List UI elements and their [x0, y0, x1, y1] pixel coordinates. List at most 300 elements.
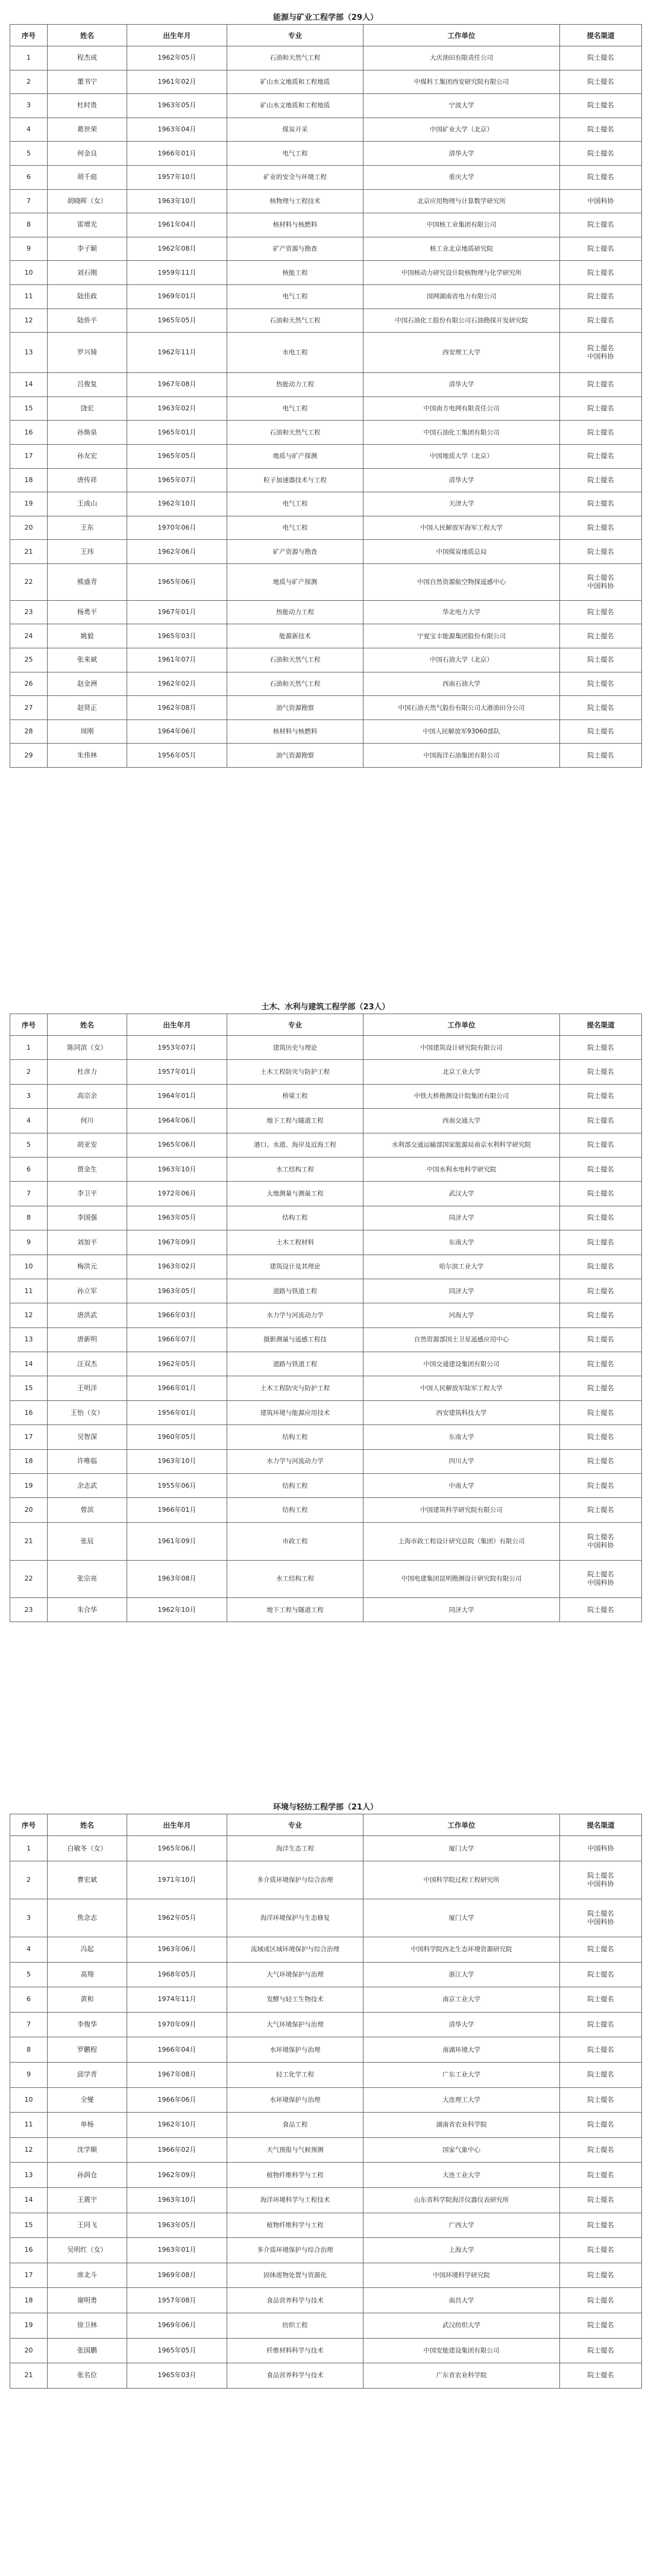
cell-name: 黄和 — [48, 1987, 127, 2013]
cell-major: 海洋环境科学与工程技术 — [227, 2187, 363, 2213]
table-row — [10, 2363, 642, 2389]
cell-no: 19 — [10, 2313, 48, 2338]
cell-name: 焦念志 — [48, 1899, 127, 1937]
nomination-channel: 院士提名 — [587, 2321, 614, 2330]
nomination-channel: 院士提名 — [587, 1359, 614, 1368]
cell-work: 宁波大学 — [363, 94, 560, 118]
nomination-channel: 中国科协 — [587, 1918, 614, 1926]
cell-no: 2 — [10, 70, 48, 94]
nomination-channel: 院士提名 — [587, 2346, 614, 2354]
cell-channel — [560, 648, 642, 672]
cell-major: 流域或区域环境保护与综合治理 — [227, 1937, 363, 1963]
cell-major: 地质与矿产探测 — [227, 563, 363, 600]
cell-name: 孙焕泉 — [48, 421, 127, 445]
cell-work: 中国核动力研究设计院核物理与化学研究所 — [363, 261, 560, 285]
cell-work: 中国自然资源航空物探遥感中心 — [363, 563, 560, 600]
cell-name: 王成山 — [48, 492, 127, 516]
cell-birth: 1965年05月 — [127, 2338, 227, 2363]
cell-work: 清华大学 — [363, 468, 560, 492]
cell-channel — [560, 696, 642, 720]
cell-name: 曹宏斌 — [48, 1861, 127, 1899]
table-row — [10, 2037, 642, 2063]
cell-no: 12 — [10, 2137, 48, 2163]
table-row — [10, 1522, 642, 1560]
cell-major: 建筑环境与能源应用技术 — [227, 1400, 363, 1424]
column-header: 提名渠道 — [560, 25, 642, 46]
table-header-row — [10, 25, 642, 46]
cell-major: 矿产资源与勘查 — [227, 237, 363, 261]
cell-channel — [560, 118, 642, 142]
cell-major: 核材料与核燃料 — [227, 719, 363, 744]
cell-major: 大气环境保护与治理 — [227, 1962, 363, 1987]
cell-name: 高宗余 — [48, 1084, 127, 1108]
cell-major: 核材料与核燃料 — [227, 213, 363, 237]
cell-channel — [560, 624, 642, 648]
cell-channel — [560, 444, 642, 468]
cell-major: 植物纤维科学与工程 — [227, 2163, 363, 2188]
cell-name: 谢明勇 — [48, 2288, 127, 2313]
nomination-channel: 中国科协 — [587, 1844, 614, 1852]
cell-channel — [560, 165, 642, 189]
cell-work: 中国水利水电科学研究院 — [363, 1157, 560, 1181]
cell-birth: 1962年09月 — [127, 2163, 227, 2188]
cell-channel — [560, 1230, 642, 1255]
cell-birth: 1974年11月 — [127, 1987, 227, 2013]
cell-birth: 1962年06月 — [127, 540, 227, 564]
nomination-channel: 院士提名 — [587, 751, 614, 759]
table-row — [10, 1861, 642, 1899]
cell-name: 梅洪元 — [48, 1255, 127, 1279]
roster-table — [10, 1814, 642, 2389]
cell-major: 土木工程材料 — [227, 1230, 363, 1255]
nomination-channel: 院士提名 — [587, 1605, 614, 1614]
cell-birth: 1953年07月 — [127, 1036, 227, 1060]
table-row — [10, 1352, 642, 1376]
cell-name: 胡千庭 — [48, 165, 127, 189]
cell-work: 同济大学 — [363, 1597, 560, 1622]
cell-channel — [560, 1279, 642, 1303]
cell-no: 21 — [10, 1522, 48, 1560]
cell-name: 赵贤正 — [48, 696, 127, 720]
column-header: 工作单位 — [363, 1814, 560, 1836]
cell-no: 9 — [10, 237, 48, 261]
cell-name: 徐卫林 — [48, 2313, 127, 2338]
cell-work: 北京应用物理与计算数学研究所 — [363, 189, 560, 213]
table-row — [10, 333, 642, 373]
nomination-channel: 中国科协 — [587, 353, 614, 361]
cell-no: 2 — [10, 1060, 48, 1084]
cell-major: 市政工程 — [227, 1522, 363, 1560]
cell-work: 国家气象中心 — [363, 2137, 560, 2163]
cell-work: 南湖环境大学 — [363, 2037, 560, 2063]
table-row — [10, 309, 642, 333]
section-title: 环境与轻纺工程学部（21人） — [272, 1803, 379, 1812]
cell-channel — [560, 70, 642, 94]
table-row — [10, 2313, 642, 2338]
cell-name: 李俊华 — [48, 2012, 127, 2037]
cell-no: 12 — [10, 309, 48, 333]
cell-major: 轻工化学工程 — [227, 2062, 363, 2087]
cell-name: 孙友宏 — [48, 444, 127, 468]
cell-major: 海洋生态工程 — [227, 1836, 363, 1861]
cell-no: 10 — [10, 261, 48, 285]
nomination-channel: 院士提名 — [587, 523, 614, 531]
cell-work: 同济大学 — [363, 1206, 560, 1230]
cell-channel — [560, 1303, 642, 1327]
table-row — [10, 719, 642, 744]
table-row — [10, 516, 642, 540]
cell-no: 4 — [10, 1109, 48, 1133]
cell-work: 中国石油大学（北京） — [363, 648, 560, 672]
cell-birth: 1963年06月 — [127, 1937, 227, 1963]
table-row — [10, 2163, 642, 2188]
cell-no: 21 — [10, 2363, 48, 2389]
table-row — [10, 189, 642, 213]
cell-work: 中国石油化工集团有限公司 — [363, 421, 560, 445]
cell-major: 纺织工程 — [227, 2313, 363, 2338]
cell-name: 胡晓晖（女） — [48, 189, 127, 213]
cell-work: 南昌大学 — [363, 2288, 560, 2313]
cell-channel — [560, 563, 642, 600]
cell-major: 粒子加速器技术与工程 — [227, 468, 363, 492]
cell-name: 胡亚安 — [48, 1133, 127, 1157]
table-row — [10, 2012, 642, 2037]
cell-no: 14 — [10, 373, 48, 397]
cell-channel — [560, 2037, 642, 2063]
nomination-channel: 院士提名 — [587, 1384, 614, 1393]
cell-no: 20 — [10, 2338, 48, 2363]
table-row — [10, 373, 642, 397]
nomination-channel: 院士提名 — [587, 316, 614, 324]
cell-birth: 1964年01月 — [127, 1084, 227, 1108]
cell-major: 结构工程 — [227, 1206, 363, 1230]
cell-no: 3 — [10, 1899, 48, 1937]
cell-channel — [560, 1060, 642, 1084]
nomination-channel: 院士提名 — [587, 2246, 614, 2254]
cell-channel — [560, 2163, 642, 2188]
table-row — [10, 1449, 642, 1473]
table-row — [10, 421, 642, 445]
cell-birth: 1957年01月 — [127, 1060, 227, 1084]
cell-channel — [560, 719, 642, 744]
nomination-channel: 院士提名 — [587, 1311, 614, 1319]
cell-work: 大庆油田有限责任公司 — [363, 46, 560, 71]
cell-major: 水环境保护与治理 — [227, 2087, 363, 2113]
cell-work: 中国建筑设计研究院有限公司 — [363, 1036, 560, 1060]
cell-channel — [560, 2213, 642, 2238]
nomination-channel: 院士提名 — [587, 1457, 614, 1465]
cell-channel — [560, 1425, 642, 1449]
cell-birth: 1957年08月 — [127, 2288, 227, 2313]
cell-name: 何川 — [48, 1109, 127, 1133]
nomination-channel: 院士提名 — [587, 173, 614, 181]
cell-major: 食品营养科学与技术 — [227, 2363, 363, 2389]
cell-channel — [560, 1861, 642, 1899]
cell-major: 电气工程 — [227, 516, 363, 540]
cell-work: 中国煤炭地质总局 — [363, 540, 560, 564]
table-row — [10, 2288, 642, 2313]
cell-major: 热能动力工程 — [227, 373, 363, 397]
table-row — [10, 1836, 642, 1861]
cell-birth: 1963年04月 — [127, 118, 227, 142]
cell-work: 浙江大学 — [363, 1962, 560, 1987]
nomination-channel: 院士提名 — [587, 2070, 614, 2079]
nomination-channel: 院士提名 — [587, 2045, 614, 2054]
cell-channel — [560, 373, 642, 397]
nomination-channel: 院士提名 — [587, 1910, 614, 1917]
cell-channel — [560, 2087, 642, 2113]
table-row — [10, 213, 642, 237]
table-row — [10, 94, 642, 118]
cell-major: 电气工程 — [227, 396, 363, 421]
cell-birth: 1965年07月 — [127, 468, 227, 492]
cell-name: 李国强 — [48, 1206, 127, 1230]
cell-work: 大连理工大学 — [363, 2087, 560, 2113]
cell-channel — [560, 2363, 642, 2389]
cell-no: 26 — [10, 672, 48, 696]
table-row — [10, 1182, 642, 1206]
cell-birth: 1966年01月 — [127, 142, 227, 166]
cell-work: 中国南方电网有限责任公司 — [363, 396, 560, 421]
table-row — [10, 1400, 642, 1424]
cell-birth: 1962年10月 — [127, 492, 227, 516]
nomination-channel: 院士提名 — [587, 1116, 614, 1124]
cell-channel — [560, 516, 642, 540]
cell-major: 能源新技术 — [227, 624, 363, 648]
cell-name: 王东 — [48, 516, 127, 540]
cell-name: 单杨 — [48, 2113, 127, 2138]
cell-birth: 1967年01月 — [127, 600, 227, 624]
cell-no: 13 — [10, 2163, 48, 2188]
cell-major: 水环境保护与治理 — [227, 2037, 363, 2063]
nomination-channel: 院士提名 — [587, 1043, 614, 1051]
cell-birth: 1963年01月 — [127, 2238, 227, 2263]
cell-channel — [560, 1133, 642, 1157]
cell-name: 葛世荣 — [48, 118, 127, 142]
cell-major: 纤维材料科学与技术 — [227, 2338, 363, 2363]
table-row — [10, 1133, 642, 1157]
cell-no: 27 — [10, 696, 48, 720]
cell-channel — [560, 2338, 642, 2363]
table-row — [10, 672, 642, 696]
nomination-channel: 院士提名 — [587, 1238, 614, 1246]
cell-name: 陆佳政 — [48, 284, 127, 309]
cell-work: 中国电建集团昆明勘测设计研究院有限公司 — [363, 1560, 560, 1597]
nomination-channel: 院士提名 — [587, 77, 614, 86]
cell-major: 矿山水文地质和工程地质 — [227, 94, 363, 118]
cell-no: 16 — [10, 2238, 48, 2263]
cell-major: 港口、水道、海岸及近海工程 — [227, 1133, 363, 1157]
cell-no: 16 — [10, 421, 48, 445]
table-row — [10, 1376, 642, 1400]
cell-name: 席北斗 — [48, 2263, 127, 2288]
table-row — [10, 70, 642, 94]
cell-name: 杜时贵 — [48, 94, 127, 118]
table-row — [10, 2213, 642, 2238]
nomination-channel: 院士提名 — [587, 500, 614, 508]
cell-no: 25 — [10, 648, 48, 672]
cell-birth: 1967年09月 — [127, 1230, 227, 1255]
nomination-channel: 院士提名 — [587, 1506, 614, 1514]
cell-no: 29 — [10, 744, 48, 768]
table-row — [10, 2113, 642, 2138]
cell-major: 多介质环境保护与综合治理 — [227, 1861, 363, 1899]
cell-major: 地质与矿产探测 — [227, 444, 363, 468]
nomination-channel: 院士提名 — [587, 2271, 614, 2280]
cell-no: 8 — [10, 2037, 48, 2063]
cell-channel — [560, 1987, 642, 2013]
cell-no: 1 — [10, 1036, 48, 1060]
cell-channel — [560, 1327, 642, 1352]
cell-birth: 1956年01月 — [127, 1400, 227, 1424]
cell-birth: 1968年05月 — [127, 1962, 227, 1987]
cell-name: 唐传祥 — [48, 468, 127, 492]
cell-major: 水工结构工程 — [227, 1157, 363, 1181]
table-row — [10, 284, 642, 309]
cell-major: 地下工程与隧道工程 — [227, 1597, 363, 1622]
roster-table — [10, 24, 642, 768]
table-row — [10, 2263, 642, 2288]
cell-no: 16 — [10, 1400, 48, 1424]
column-header: 序号 — [10, 25, 48, 46]
nomination-channel: 院士提名 — [587, 2020, 614, 2029]
cell-no: 1 — [10, 1836, 48, 1861]
table-row — [10, 142, 642, 166]
cell-channel — [560, 1937, 642, 1963]
cell-major: 电气工程 — [227, 142, 363, 166]
cell-birth: 1963年10月 — [127, 189, 227, 213]
table-row — [10, 2137, 642, 2163]
nomination-channel: 院士提名 — [587, 101, 614, 110]
cell-channel — [560, 142, 642, 166]
cell-no: 23 — [10, 1597, 48, 1622]
cell-major: 食品工程 — [227, 2113, 363, 2138]
cell-birth: 1963年10月 — [127, 1449, 227, 1473]
cell-major: 水工结构工程 — [227, 1560, 363, 1597]
cell-work: 西安建筑科技大学 — [363, 1400, 560, 1424]
cell-no: 19 — [10, 1474, 48, 1498]
nomination-channel: 院士提名 — [587, 608, 614, 616]
cell-work: 中国科学院西北生态环境资源研究院 — [363, 1937, 560, 1963]
section-title: 能源与矿业工程学部（29人） — [272, 13, 379, 22]
cell-work: 厦门大学 — [363, 1836, 560, 1861]
table-row — [10, 1109, 642, 1133]
cell-no: 15 — [10, 1376, 48, 1400]
column-header: 姓名 — [48, 25, 127, 46]
column-header: 姓名 — [48, 1814, 127, 1836]
cell-name: 邱学青 — [48, 2062, 127, 2087]
cell-major: 道路与铁道工程 — [227, 1279, 363, 1303]
cell-no: 20 — [10, 1498, 48, 1522]
cell-work: 中国人民解放军93060部队 — [363, 719, 560, 744]
cell-no: 19 — [10, 492, 48, 516]
cell-channel — [560, 94, 642, 118]
cell-major: 建筑设计及其理论 — [227, 1255, 363, 1279]
nomination-channel: 院士提名 — [587, 573, 614, 581]
nomination-channel: 院士提名 — [587, 1262, 614, 1271]
nomination-channel: 院士提名 — [587, 2095, 614, 2104]
cell-name: 王明洋 — [48, 1376, 127, 1400]
nomination-channel: 中国科协 — [587, 1880, 614, 1888]
cell-name: 吴智深 — [48, 1425, 127, 1449]
column-header: 出生年月 — [127, 1814, 227, 1836]
cell-work: 天津大学 — [363, 492, 560, 516]
cell-work: 广东工业大学 — [363, 2062, 560, 2087]
cell-channel — [560, 600, 642, 624]
cell-channel — [560, 421, 642, 445]
cell-birth: 1956年05月 — [127, 744, 227, 768]
cell-no: 13 — [10, 333, 48, 373]
cell-work: 中国海洋石油集团有限公司 — [363, 744, 560, 768]
cell-major: 水力学与河流动力学 — [227, 1303, 363, 1327]
nomination-channel: 院士提名 — [587, 221, 614, 229]
nomination-channel: 院士提名 — [587, 2371, 614, 2380]
cell-birth: 1962年08月 — [127, 696, 227, 720]
cell-work: 中国人民解放军陆军工程大学 — [363, 1376, 560, 1400]
cell-channel — [560, 2137, 642, 2163]
nomination-channel: 院士提名 — [587, 428, 614, 436]
cell-name: 王怡（女） — [48, 1400, 127, 1424]
cell-birth: 1965年03月 — [127, 624, 227, 648]
cell-work: 重庆大学 — [363, 165, 560, 189]
cell-name: 沈学顺 — [48, 2137, 127, 2163]
cell-channel — [560, 1474, 642, 1498]
cell-major: 桥梁工程 — [227, 1084, 363, 1108]
table-row — [10, 1255, 642, 1279]
nomination-channel: 院士提名 — [587, 547, 614, 556]
cell-work: 上海市政工程设计研究总院（集团）有限公司 — [363, 1522, 560, 1560]
nomination-channel: 院士提名 — [587, 1872, 614, 1879]
cell-no: 18 — [10, 468, 48, 492]
cell-birth: 1961年02月 — [127, 70, 227, 94]
cell-major: 核物理与工程技术 — [227, 189, 363, 213]
cell-name: 王同飞 — [48, 2213, 127, 2238]
cell-major: 结构工程 — [227, 1498, 363, 1522]
cell-no: 4 — [10, 1937, 48, 1963]
cell-major: 多介质环境保护与综合治理 — [227, 2238, 363, 2263]
cell-birth: 1962年10月 — [127, 2113, 227, 2138]
cell-channel — [560, 1899, 642, 1937]
nomination-channel: 院士提名 — [587, 2146, 614, 2154]
cell-no: 14 — [10, 1352, 48, 1376]
nomination-channel: 院士提名 — [587, 1945, 614, 1954]
column-header: 专业 — [227, 25, 363, 46]
cell-name: 孙立军 — [48, 1279, 127, 1303]
nomination-channel: 院士提名 — [587, 1432, 614, 1441]
cell-no: 23 — [10, 600, 48, 624]
cell-no: 1 — [10, 46, 48, 71]
column-header: 序号 — [10, 1814, 48, 1836]
cell-no: 20 — [10, 516, 48, 540]
cell-channel — [560, 261, 642, 285]
cell-work: 核工业北京地质研究院 — [363, 237, 560, 261]
cell-channel — [560, 1522, 642, 1560]
cell-major: 热能动力工程 — [227, 600, 363, 624]
nomination-channel: 院士提名 — [587, 1970, 614, 1978]
nomination-channel: 院士提名 — [587, 727, 614, 736]
table-row — [10, 1279, 642, 1303]
cell-channel — [560, 309, 642, 333]
cell-channel — [560, 2238, 642, 2263]
cell-work: 中国石油化工股份有限公司石油勘探开发研究院 — [363, 309, 560, 333]
table-row — [10, 1597, 642, 1622]
cell-birth: 1965年05月 — [127, 444, 227, 468]
table-row — [10, 444, 642, 468]
cell-work: 西安理工大学 — [363, 333, 560, 373]
table-row — [10, 1498, 642, 1522]
cell-birth: 1967年08月 — [127, 2062, 227, 2087]
cell-work: 中国环境科学研究院 — [363, 2263, 560, 2288]
